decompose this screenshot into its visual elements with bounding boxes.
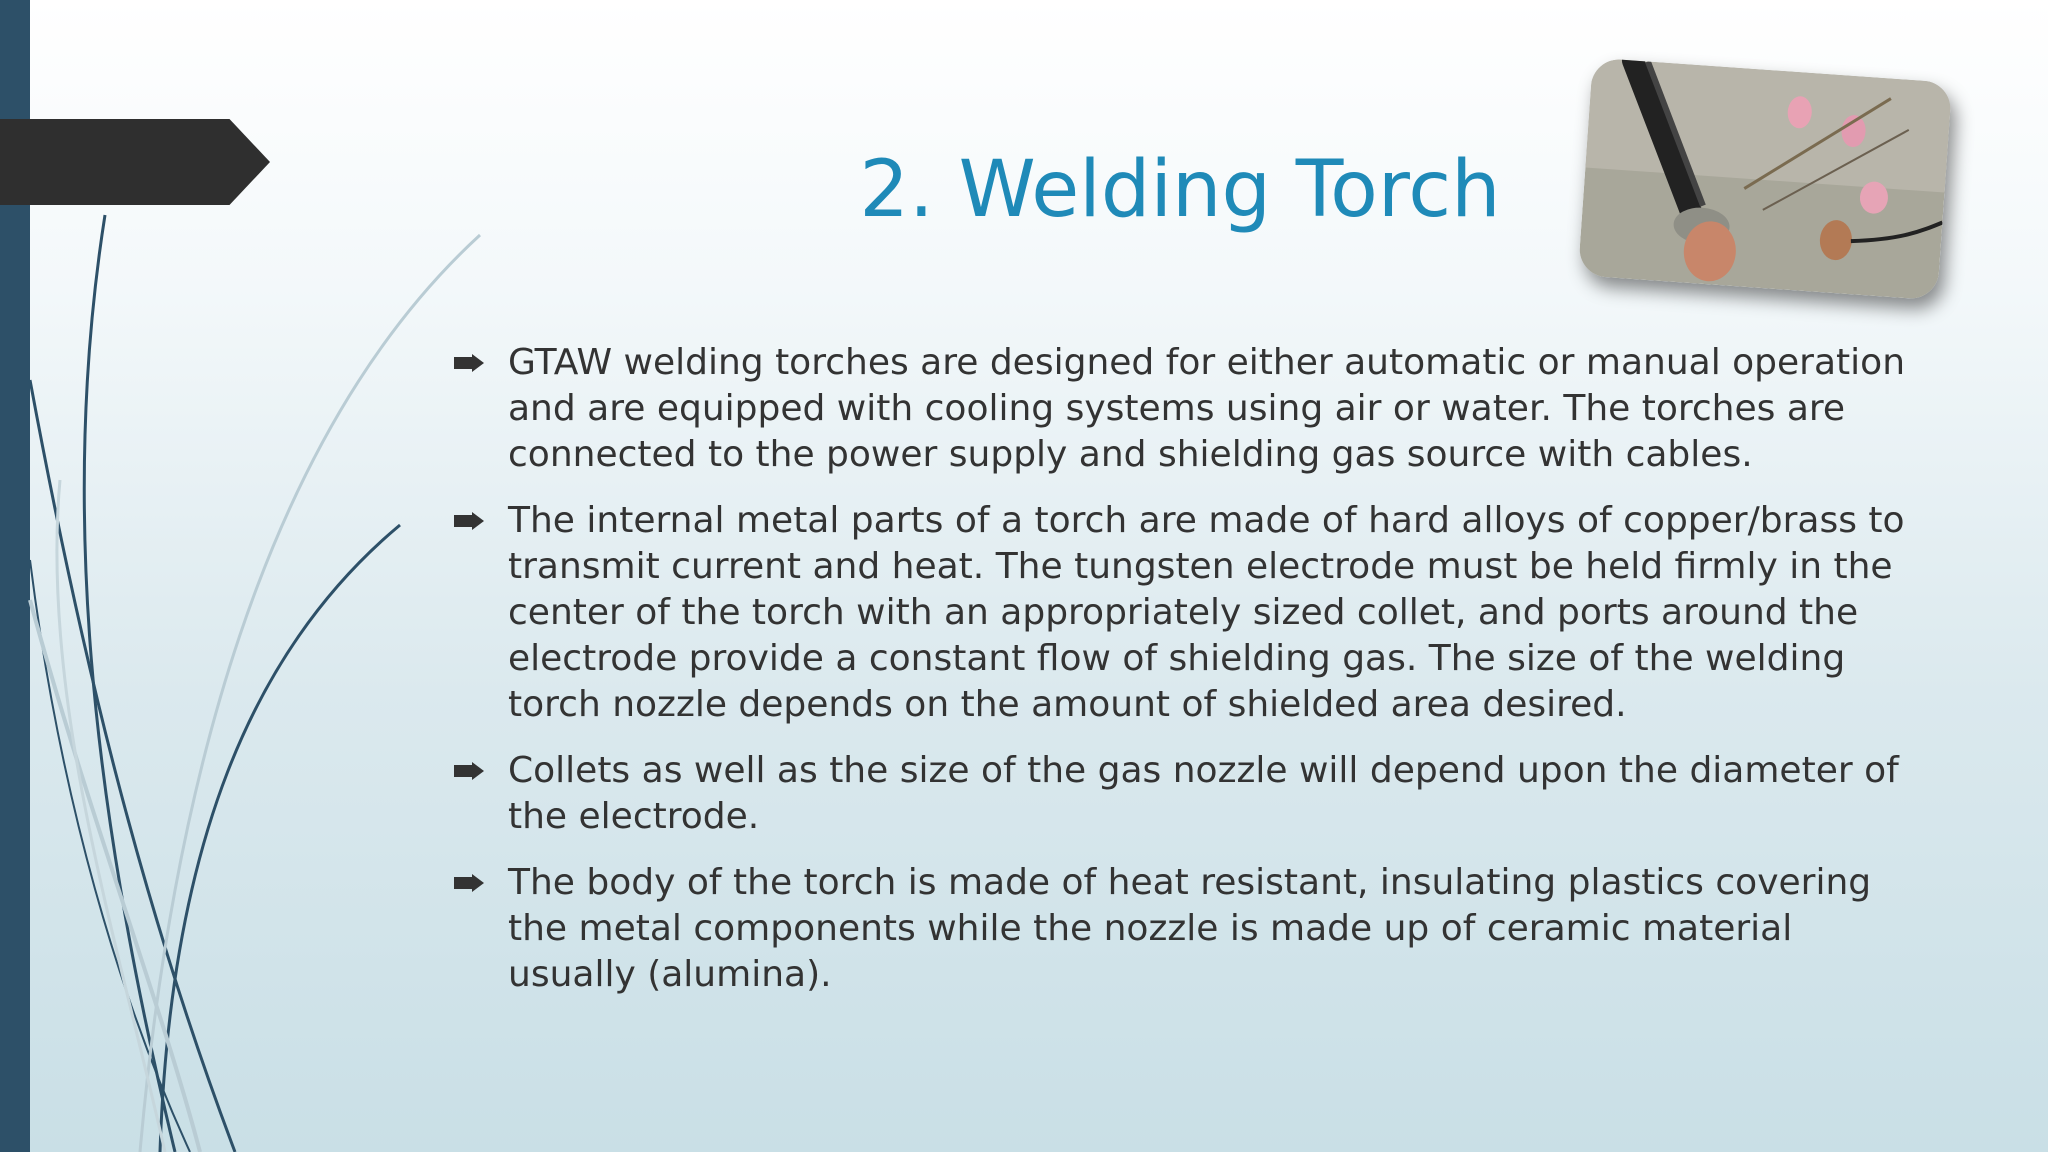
bullet-text: GTAW welding torches are designed for either automatic or manual operation and are equipped with cooling systems using air or water. The torches are connected to the power supply and shielding gas source with cables. [508,342,1906,475]
bullet-list [448,340,1928,1018]
bullet-item [448,860,1928,998]
arrow-right-icon [454,512,484,530]
slide-title: 2. Welding Torch [859,145,1501,236]
bullet-item [448,748,1928,840]
bullet-text: Collets as well as the size of the gas nozzle will depend upon the diameter of the electrode. [508,750,1899,837]
arrow-right-icon [454,874,484,892]
title-flag [0,119,270,205]
arrow-right-icon [454,762,484,780]
bullet-item [448,340,1928,478]
torch-illustration [1578,58,1952,301]
bullet-text: The body of the torch is made of heat resistant, insulating plastics covering the metal components while the nozzle is made up of ceramic material usually (alumina). [508,862,1872,995]
bullet-item [448,498,1928,728]
arrow-right-icon [454,354,484,372]
welding-torch-photo [1578,58,1952,301]
bullet-text: The internal metal parts of a torch are made of hard alloys of copper/brass to transmit current and heat. The tungsten electrode must be held firmly in the center of the torch with an appropriately sized collet, and ports around the electrode provide a constant flow of shielding gas. The size of the welding torch nozzle depends on the amount of shielded area desired. [508,500,1905,725]
